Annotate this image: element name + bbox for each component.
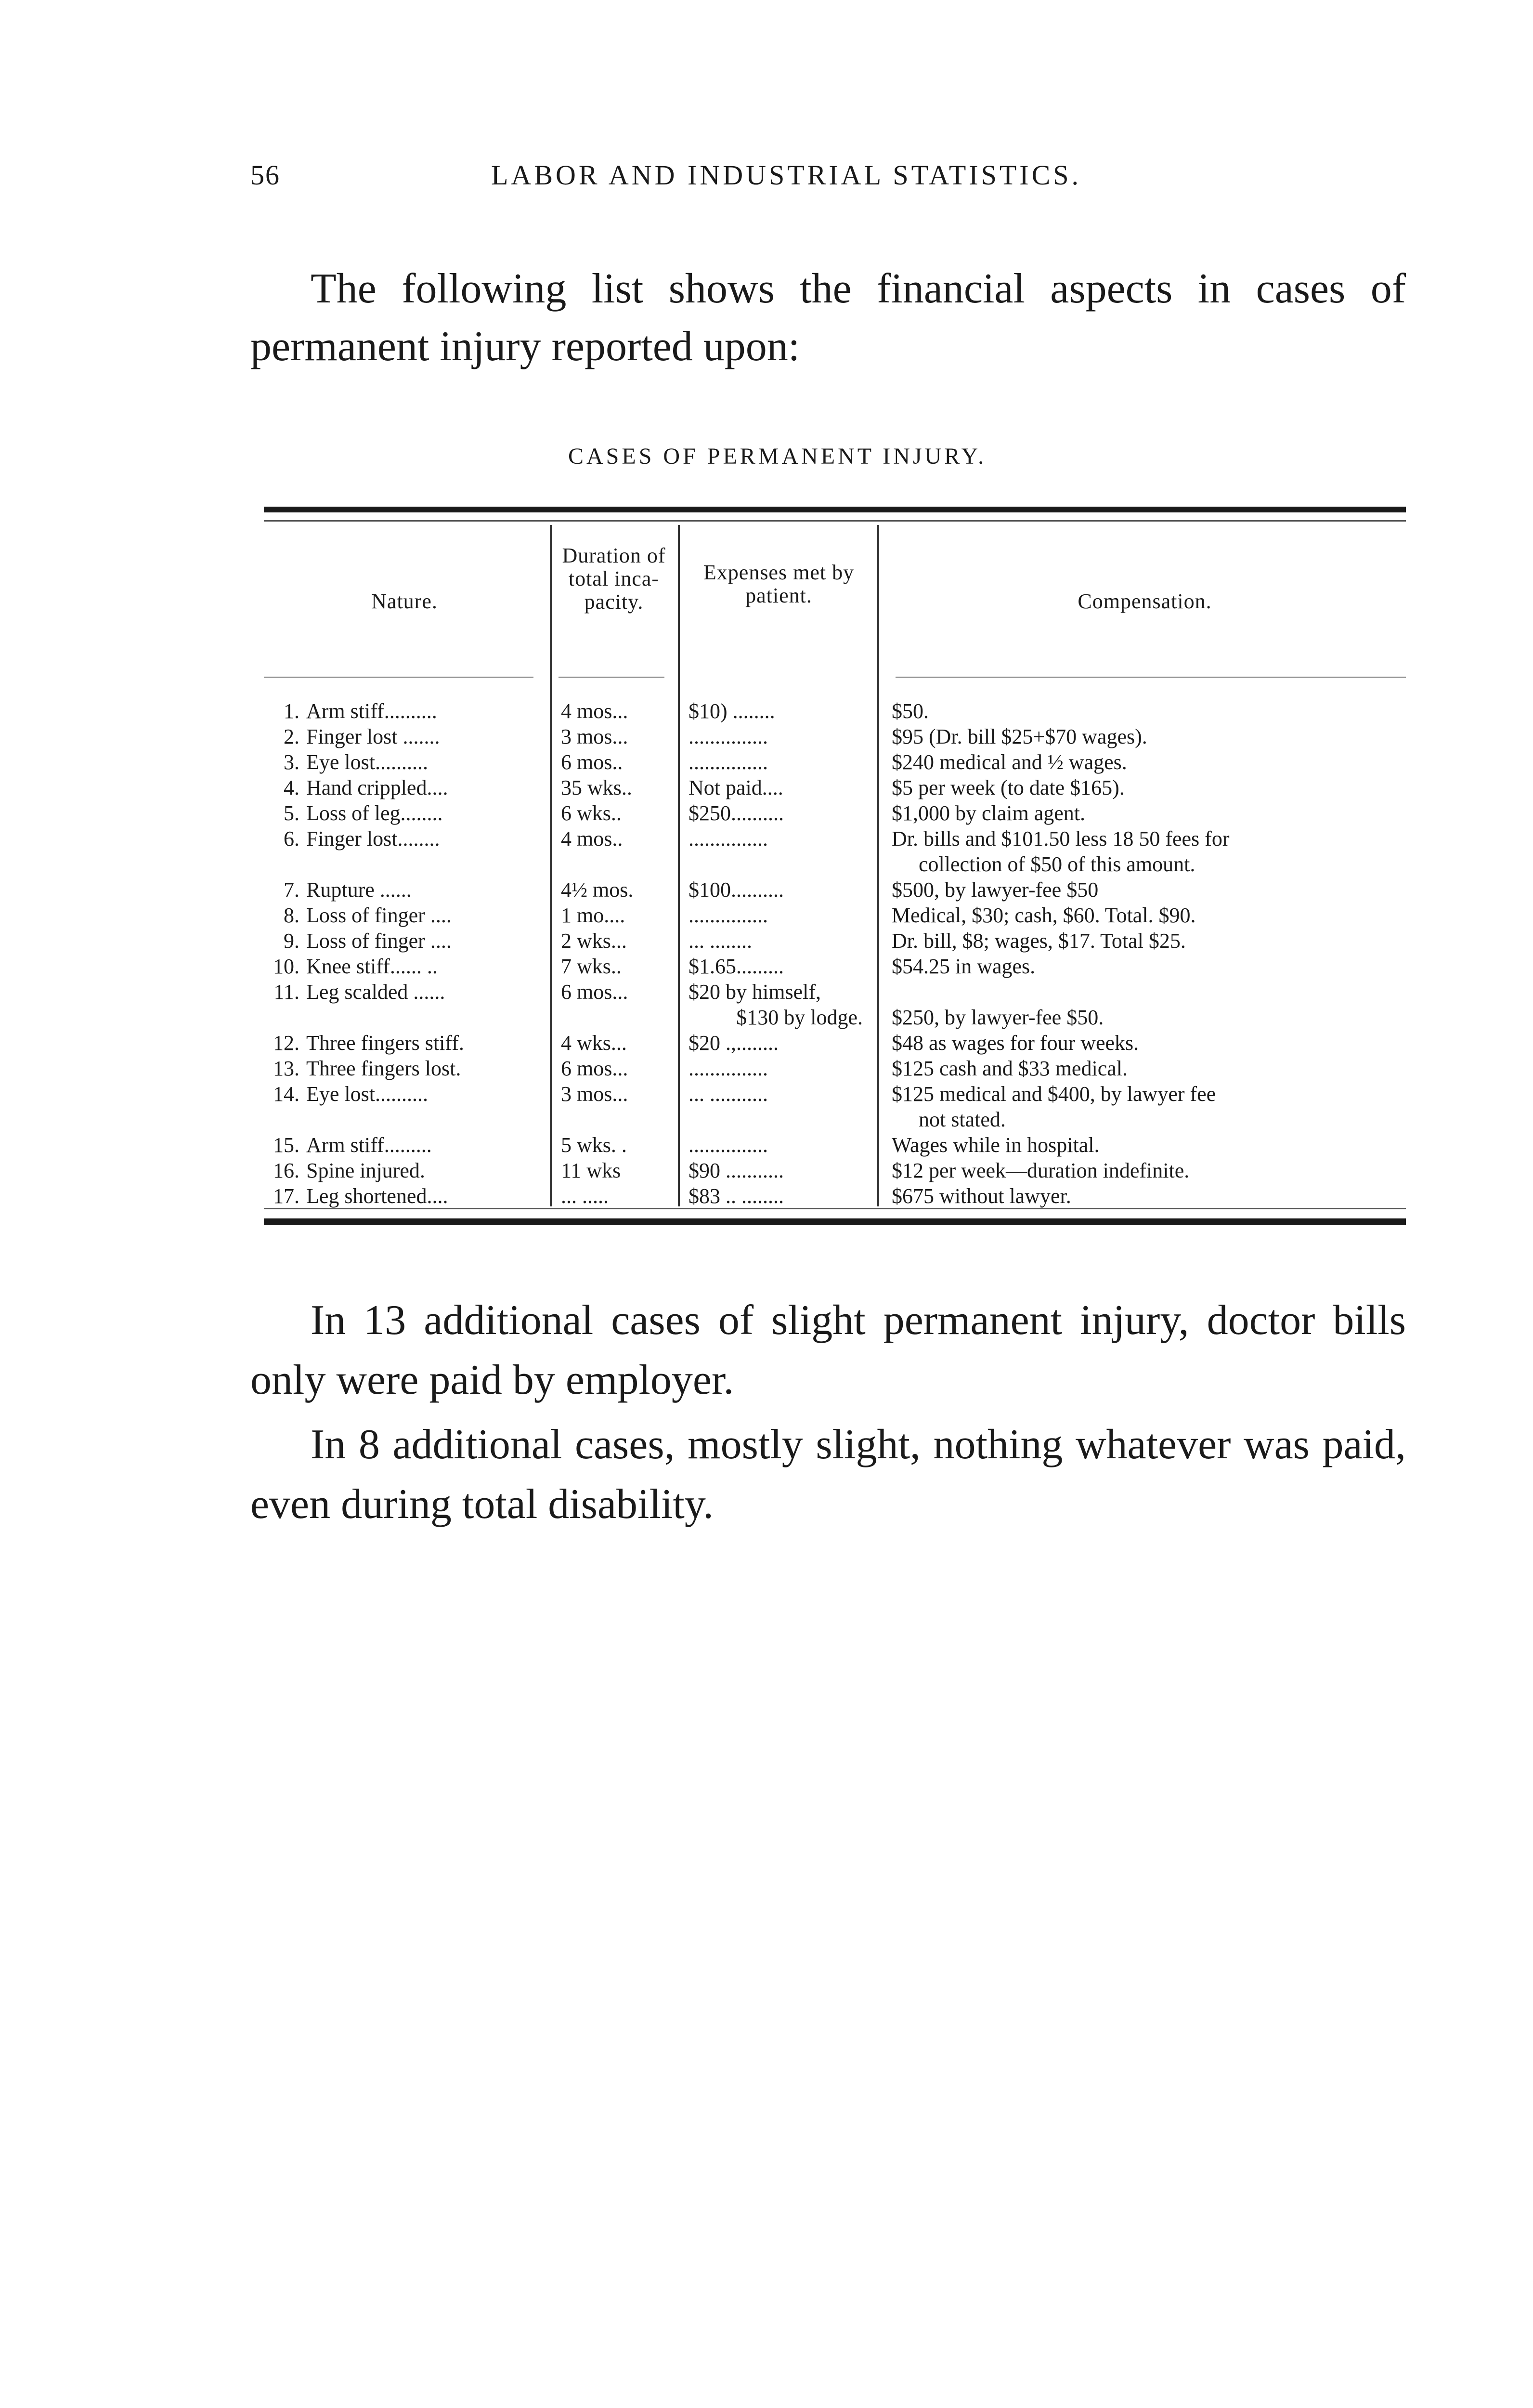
compensation-line: $125 medical and $400, by lawyer fee	[892, 1082, 1216, 1106]
nature-cell: Leg scalded ......	[306, 980, 445, 1004]
table-row	[0, 724, 1533, 749]
table-top-rule	[264, 507, 1406, 512]
nature-cell: Finger lost .......	[306, 725, 440, 748]
row-number: 9.	[284, 929, 299, 953]
duration-cell: 2 wks...	[561, 929, 627, 953]
header-underline	[896, 677, 1406, 678]
compensation-cell: $54.25 in wages.	[892, 955, 1036, 978]
closing-paragraph: In 13 additional cases of slight permanent injury, doctor bills only were paid by employer.	[250, 1297, 1406, 1403]
intro-paragraph	[250, 260, 1406, 376]
expenses-line: $20 by himself,	[689, 980, 821, 1004]
expenses-cell: $10) ........	[689, 699, 775, 723]
intro-text: The following list shows the financial aspects in cases of permanent injury reported upon:	[250, 265, 1406, 370]
header-expenses: Expenses met by patient.	[703, 561, 855, 607]
row-number: 12.	[273, 1031, 299, 1055]
expenses-cell: ...............	[689, 725, 768, 748]
expenses-cell: ...............	[689, 827, 768, 851]
header-duration: Duration of total inca-pacity.	[562, 544, 666, 614]
header-nature: Nature.	[371, 589, 438, 613]
table-row	[0, 800, 1533, 826]
duration-cell: 6 mos...	[561, 1057, 628, 1080]
table-title: CASES OF PERMANENT INJURY.	[568, 444, 987, 469]
duration-cell: 5 wks. .	[561, 1133, 627, 1157]
compensation-cell: $50.	[892, 699, 929, 723]
page-number: 56	[250, 159, 280, 191]
table-row	[0, 1030, 1533, 1056]
compensation-cell: Dr. bill, $8; wages, $17. Total $25.	[892, 929, 1186, 953]
row-number: 17.	[273, 1184, 299, 1208]
expenses-cell: ... ........	[689, 929, 752, 953]
row-number: 14.	[273, 1082, 299, 1106]
compensation-cell: $125 cash and $33 medical.	[892, 1057, 1128, 1080]
compensation-cell: Wages while in hospital.	[892, 1133, 1100, 1157]
page-header	[250, 159, 1425, 202]
compensation-cell	[892, 1081, 1402, 1132]
duration-cell: 11 wks	[561, 1159, 621, 1182]
table-row	[0, 954, 1533, 979]
row-number: 15.	[273, 1133, 299, 1157]
compensation-line-cont: collection of $50 of this amount.	[919, 852, 1195, 876]
nature-cell: Spine injured.	[306, 1159, 425, 1182]
closing-paragraph: In 8 additional cases, mostly slight, nothing whatever was paid, even during total disability.	[250, 1421, 1406, 1528]
compensation-cell: $675 without lawyer.	[892, 1184, 1071, 1208]
nature-cell: Hand crippled....	[306, 776, 448, 799]
nature-cell: Arm stiff.........	[306, 1133, 432, 1157]
table-row	[0, 1183, 1533, 1209]
row-number: 1.	[284, 699, 299, 723]
duration-cell: 1 mo....	[561, 903, 625, 927]
duration-cell: 3 mos...	[561, 1082, 628, 1106]
compensation-cell: $500, by lawyer-fee $50	[892, 878, 1099, 902]
nature-cell: Finger lost........	[306, 827, 440, 851]
expenses-cell: ...............	[689, 1057, 768, 1080]
expenses-cell: Not paid....	[689, 776, 783, 799]
duration-cell: 4 wks...	[561, 1031, 627, 1055]
nature-cell: Eye lost..........	[306, 1082, 428, 1106]
duration-cell: 3 mos...	[561, 725, 628, 748]
compensation-cell: $240 medical and ½ wages.	[892, 750, 1127, 774]
expenses-cell: $83 .. ........	[689, 1184, 784, 1208]
expenses-cell: $250..........	[689, 801, 784, 825]
nature-cell: Leg shortened....	[306, 1184, 448, 1208]
table-row	[0, 749, 1533, 775]
compensation-cell: $1,000 by claim agent.	[892, 801, 1086, 825]
compensation-line: Dr. bills and $101.50 less 18 50 fees for	[892, 827, 1230, 851]
compensation-cell: $12 per week—duration indefinite.	[892, 1159, 1190, 1182]
expenses-cell: ...............	[689, 1133, 768, 1157]
compensation-cell	[892, 826, 1402, 877]
expenses-cell: $20 .,........	[689, 1031, 779, 1055]
row-number: 13.	[273, 1057, 299, 1080]
row-number: 8.	[284, 903, 299, 927]
row-number: 6.	[284, 827, 299, 851]
table-row	[0, 877, 1533, 903]
duration-cell: 6 mos..	[561, 750, 623, 774]
expenses-line-cont: $130 by lodge.	[736, 1006, 863, 1029]
duration-cell: ... .....	[561, 1184, 609, 1208]
table-row	[0, 1081, 1533, 1132]
table-bottom-rule	[264, 1218, 1406, 1225]
nature-cell: Three fingers lost.	[306, 1057, 461, 1080]
nature-cell: Knee stiff...... ..	[306, 955, 438, 978]
table-row	[0, 903, 1533, 928]
table-top-rule-thin	[264, 520, 1406, 522]
row-number: 10.	[273, 955, 299, 978]
expenses-cell: $1.65.........	[689, 955, 784, 978]
duration-cell: 7 wks..	[561, 955, 622, 978]
header-underline	[559, 677, 664, 678]
compensation-cell: $5 per week (to date $165).	[892, 776, 1125, 799]
row-number: 5.	[284, 801, 299, 825]
duration-cell: 35 wks..	[561, 776, 632, 799]
duration-cell: 4 mos..	[561, 827, 623, 851]
table-row	[0, 1132, 1533, 1158]
table-body	[0, 698, 1533, 1209]
table-row	[0, 775, 1533, 800]
nature-cell: Rupture ......	[306, 878, 412, 902]
expenses-cell: $100..........	[689, 878, 784, 902]
table-row	[0, 826, 1533, 877]
row-number: 2.	[284, 725, 299, 748]
table-row	[0, 928, 1533, 954]
running-head: LABOR AND INDUSTRIAL STATISTICS.	[491, 159, 1082, 191]
compensation-cell: Medical, $30; cash, $60. Total. $90.	[892, 903, 1196, 927]
row-number: 4.	[284, 776, 299, 799]
nature-cell: Loss of leg........	[306, 801, 443, 825]
table-row	[0, 1158, 1533, 1183]
duration-cell: 6 mos...	[561, 980, 628, 1004]
nature-cell: Loss of finger ....	[306, 903, 452, 927]
row-number: 16.	[273, 1159, 299, 1182]
expenses-cell: ...............	[689, 750, 768, 774]
table-row	[0, 698, 1533, 724]
compensation-cell: $95 (Dr. bill $25+$70 wages).	[892, 725, 1147, 748]
expenses-cell	[689, 979, 868, 1030]
row-number: 7.	[284, 878, 299, 902]
table-row	[0, 979, 1533, 1030]
nature-cell: Loss of finger ....	[306, 929, 452, 953]
expenses-cell: $90 ...........	[689, 1159, 784, 1182]
duration-cell: 4 mos...	[561, 699, 628, 723]
row-number: 3.	[284, 750, 299, 774]
compensation-cell: $48 as wages for four weeks.	[892, 1031, 1139, 1055]
table-bottom-rule-thin	[264, 1208, 1406, 1209]
header-underline	[264, 677, 533, 678]
compensation-line-cont: not stated.	[919, 1108, 1006, 1131]
expenses-cell: ...............	[689, 903, 768, 927]
nature-cell: Arm stiff..........	[306, 699, 437, 723]
duration-cell: 4½ mos.	[561, 878, 634, 902]
expenses-cell: ... ...........	[689, 1082, 768, 1106]
nature-cell: Eye lost..........	[306, 750, 428, 774]
header-compensation: Compensation.	[1078, 589, 1212, 613]
row-number: 11.	[273, 980, 299, 1004]
nature-cell: Three fingers stiff.	[306, 1031, 464, 1055]
table-row	[0, 1056, 1533, 1081]
duration-cell: 6 wks..	[561, 801, 622, 825]
compensation-cell: $250, by lawyer-fee $50.	[892, 1006, 1104, 1029]
closing-paragraphs	[250, 1291, 1406, 1539]
